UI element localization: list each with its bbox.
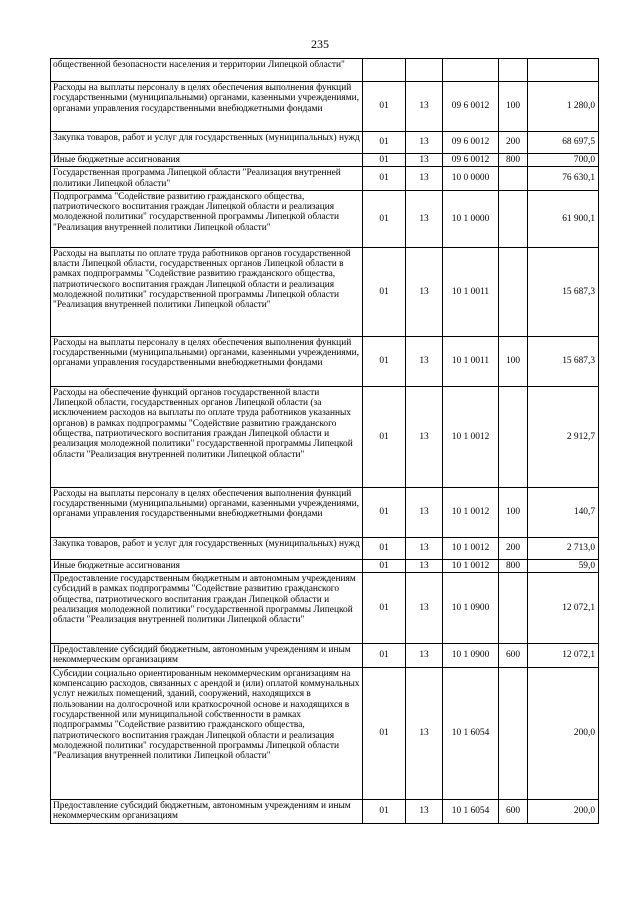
chapter-code-cell: 01 — [363, 799, 406, 823]
amount-cell: 2 912,7 — [528, 386, 599, 487]
subsection-code-cell: 13 — [406, 132, 443, 154]
amount-cell: 200,0 — [528, 799, 599, 823]
expense-name-cell: Расходы на выплаты персоналу в целях обеспечения выполнения функций государственными (муниципальными) органами, казенными учреждениями, органами управления государственными внебюджетными фондами — [51, 487, 363, 537]
expense-type-cell: 100 — [499, 336, 528, 386]
table-row — [51, 154, 599, 167]
table-row — [51, 132, 599, 154]
subsection-code-cell — [406, 59, 443, 82]
subsection-code-cell: 13 — [406, 487, 443, 537]
page-number: 235 — [311, 37, 329, 51]
amount-cell: 59,0 — [528, 559, 599, 572]
amount-cell: 200,0 — [528, 667, 599, 799]
amount-cell: 15 687,3 — [528, 336, 599, 386]
expense-name-cell: Расходы на выплаты по оплате труда работников органов государственной власти Липецкой области, государственных органов Липецкой области в рамках подпрограммы "Содействие развитию гражданского общества, патриотического воспитания граждан Липецкой области и реализация молодежной политики" государственной программы Липецкой области "Реализация внутренней политики Липецкой области" — [51, 247, 363, 336]
expense-type-cell: 800 — [499, 154, 528, 167]
amount-cell: 61 900,1 — [528, 190, 599, 247]
chapter-code-cell: 01 — [363, 247, 406, 336]
table-row — [51, 336, 599, 386]
expense-name-cell: Предоставление субсидий бюджетным, автономным учреждениям и иным некоммерческим организациям — [51, 644, 363, 668]
chapter-code-cell: 01 — [363, 386, 406, 487]
table-row — [51, 644, 599, 668]
target-article-cell: 10 1 0012 — [443, 537, 499, 559]
expense-name-cell: Закупка товаров, работ и услуг для государственных (муниципальных) нужд — [51, 132, 363, 154]
table-row — [51, 559, 599, 572]
expense-name-cell: Расходы на обеспечение функций органов государственной власти Липецкой области, государственных органов Липецкой области (за исключением расходов на выплаты по оплате труда работников указанных органов) в рамках подпрограммы "Содействие развитию гражданского общества, патриотического воспитания граждан Липецкой области и реализация молодежной политики" государственной программы Липецкой области "Реализация внутренней политики Липецкой области" — [51, 386, 363, 487]
expense-type-cell: 100 — [499, 82, 528, 132]
table-row — [51, 573, 599, 644]
expense-type-cell: 200 — [499, 537, 528, 559]
amount-cell: 68 697,5 — [528, 132, 599, 154]
table-row — [51, 167, 599, 191]
expense-type-cell: 200 — [499, 132, 528, 154]
subsection-code-cell: 13 — [406, 336, 443, 386]
table-row — [51, 59, 599, 82]
expense-name-cell: Предоставление государственным бюджетным и автономным учреждениям субсидий в рамках подпрограммы "Содействие развитию гражданского общества, патриотического воспитания граждан Липецкой области и реализация молодежной политики" государственной программы Липецкой области "Реализация внутренней политики Липецкой области" — [51, 573, 363, 644]
amount-cell: 12 072,1 — [528, 644, 599, 668]
chapter-code-cell: 01 — [363, 154, 406, 167]
subsection-code-cell: 13 — [406, 154, 443, 167]
expense-name-cell: Иные бюджетные ассигнования — [51, 559, 363, 572]
subsection-code-cell: 13 — [406, 190, 443, 247]
chapter-code-cell: 01 — [363, 573, 406, 644]
expense-type-cell — [499, 573, 528, 644]
chapter-code-cell: 01 — [363, 487, 406, 537]
chapter-code-cell: 01 — [363, 667, 406, 799]
expense-name-cell: Субсидии социально ориентированным некоммерческим организациям на компенсацию расходов, связанных с арендой и (или) оплатой коммунальных услуг нежилых помещений, зданий, сооружений, находящихся в пользовании на долгосрочной или краткосрочной основе и находящихся в государственной или муниципальной собственности в рамках подпрограммы "Содействие развитию гражданского общества, патриотического воспитания граждан Липецкой области и реализация молодежной политики" государственной программы Липецкой области "Реализация внутренней политики Липецкой области" — [51, 667, 363, 799]
expense-type-cell: 600 — [499, 644, 528, 668]
target-article-cell — [443, 59, 499, 82]
subsection-code-cell: 13 — [406, 559, 443, 572]
subsection-code-cell: 13 — [406, 667, 443, 799]
table-row — [51, 537, 599, 559]
expense-name-cell: Закупка товаров, работ и услуг для государственных (муниципальных) нужд — [51, 537, 363, 559]
expense-name-cell: Иные бюджетные ассигнования — [51, 154, 363, 167]
chapter-code-cell: 01 — [363, 82, 406, 132]
amount-cell: 76 630,1 — [528, 167, 599, 191]
target-article-cell: 10 0 0000 — [443, 167, 499, 191]
subsection-code-cell: 13 — [406, 247, 443, 336]
target-article-cell: 09 6 0012 — [443, 82, 499, 132]
chapter-code-cell: 01 — [363, 132, 406, 154]
subsection-code-cell: 13 — [406, 386, 443, 487]
amount-cell: 140,7 — [528, 487, 599, 537]
expense-name-cell: Подпрограмма "Содействие развитию гражданского общества, патриотического воспитания граждан Липецкой области и реализация молодежной политики" государственной программы Липецкой области "Реализация внутренней политики Липецкой области" — [51, 190, 363, 247]
budget-table — [50, 58, 599, 824]
table-row — [51, 667, 599, 799]
chapter-code-cell: 01 — [363, 190, 406, 247]
table-row — [51, 487, 599, 537]
target-article-cell: 10 1 0011 — [443, 336, 499, 386]
target-article-cell: 09 6 0012 — [443, 132, 499, 154]
amount-cell: 15 687,3 — [528, 247, 599, 336]
expense-type-cell — [499, 247, 528, 336]
expense-type-cell — [499, 190, 528, 247]
amount-cell: 12 072,1 — [528, 573, 599, 644]
subsection-code-cell: 13 — [406, 644, 443, 668]
subsection-code-cell: 13 — [406, 82, 443, 132]
target-article-cell: 10 1 0000 — [443, 190, 499, 247]
subsection-code-cell: 13 — [406, 537, 443, 559]
table-row — [51, 799, 599, 823]
table-row — [51, 190, 599, 247]
chapter-code-cell: 01 — [363, 559, 406, 572]
expense-name-cell: общественной безопасности населения и территории Липецкой области" — [51, 59, 363, 82]
expense-name-cell: Расходы на выплаты персоналу в целях обеспечения выполнения функций государственными (муниципальными) органами, казенными учреждениями, органами управления государственными внебюджетными фондами — [51, 82, 363, 132]
amount-cell: 1 280,0 — [528, 82, 599, 132]
expense-name-cell: Государственная программа Липецкой области "Реализация внутренней политики Липецкой области" — [51, 167, 363, 191]
target-article-cell: 10 1 6054 — [443, 667, 499, 799]
expense-type-cell — [499, 386, 528, 487]
chapter-code-cell: 01 — [363, 336, 406, 386]
target-article-cell: 10 1 0012 — [443, 559, 499, 572]
target-article-cell: 10 1 0011 — [443, 247, 499, 336]
expense-type-cell — [499, 59, 528, 82]
budget-table-body — [51, 59, 599, 824]
chapter-code-cell: 01 — [363, 537, 406, 559]
target-article-cell: 10 1 6054 — [443, 799, 499, 823]
target-article-cell: 10 1 0012 — [443, 386, 499, 487]
table-row — [51, 82, 599, 132]
expense-type-cell: 600 — [499, 799, 528, 823]
subsection-code-cell: 13 — [406, 573, 443, 644]
target-article-cell: 10 1 0012 — [443, 487, 499, 537]
expense-name-cell: Предоставление субсидий бюджетным, автономным учреждениям и иным некоммерческим организациям — [51, 799, 363, 823]
target-article-cell: 10 1 0900 — [443, 644, 499, 668]
chapter-code-cell: 01 — [363, 167, 406, 191]
expense-type-cell: 800 — [499, 559, 528, 572]
subsection-code-cell: 13 — [406, 167, 443, 191]
chapter-code-cell — [363, 59, 406, 82]
expense-type-cell — [499, 667, 528, 799]
target-article-cell: 09 6 0012 — [443, 154, 499, 167]
amount-cell: 700,0 — [528, 154, 599, 167]
amount-cell — [528, 59, 599, 82]
expense-type-cell — [499, 167, 528, 191]
expense-name-cell: Расходы на выплаты персоналу в целях обеспечения выполнения функций государственными (муниципальными) органами, казенными учреждениями, органами управления государственными внебюджетными фондами — [51, 336, 363, 386]
subsection-code-cell: 13 — [406, 799, 443, 823]
target-article-cell: 10 1 0900 — [443, 573, 499, 644]
amount-cell: 2 713,0 — [528, 537, 599, 559]
table-row — [51, 247, 599, 336]
expense-type-cell: 100 — [499, 487, 528, 537]
table-row — [51, 386, 599, 487]
chapter-code-cell: 01 — [363, 644, 406, 668]
